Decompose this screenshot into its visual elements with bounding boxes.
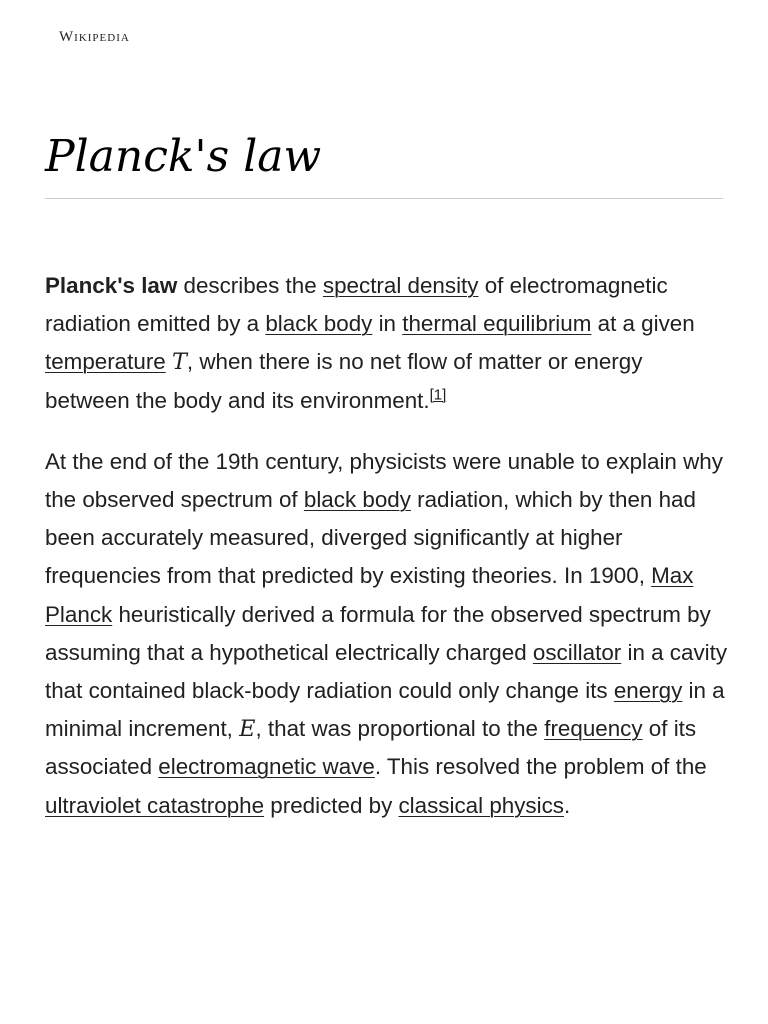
text: in a cavity that contained black-body radiation could only change its bbox=[45, 639, 728, 704]
link-black-body[interactable]: black body bbox=[265, 311, 373, 337]
text: predicted by bbox=[264, 792, 399, 818]
link-energy[interactable]: energy bbox=[613, 678, 683, 704]
link-temperature[interactable]: temperature bbox=[45, 349, 166, 375]
link-frequency[interactable]: frequency bbox=[544, 716, 643, 742]
text: , when there is no net flow of matter or energy between the body and its environment. bbox=[45, 349, 643, 413]
link-spectral-density[interactable]: spectral density bbox=[322, 273, 479, 298]
wikipedia-wordmark-link[interactable]: Wikipedia bbox=[59, 28, 130, 45]
reference-superscript bbox=[430, 386, 447, 403]
title-section bbox=[45, 128, 723, 199]
link-max-planck[interactable]: Max Planck bbox=[45, 563, 694, 627]
link-thermal-equilibrium[interactable]: thermal equilibrium bbox=[402, 311, 592, 337]
link-ultraviolet-catastrophe[interactable]: ultraviolet catastrophe bbox=[45, 792, 265, 818]
text: , that was proportional to the bbox=[255, 716, 545, 742]
page-title: Planck's law bbox=[45, 131, 322, 182]
text: in bbox=[372, 311, 403, 337]
text: At the end of the 19th century, physicists were unable to explain why the observed spectrum of bbox=[45, 448, 723, 513]
math-variable-t: T bbox=[171, 349, 187, 376]
text: . This resolved the problem of the bbox=[374, 754, 707, 780]
paragraph-history bbox=[45, 443, 728, 825]
text: of its associated bbox=[45, 716, 697, 780]
link-electromagnetic-wave[interactable]: electromagnetic wave bbox=[158, 754, 375, 780]
link-black-body[interactable]: black body bbox=[303, 487, 411, 513]
text: . bbox=[563, 792, 571, 818]
bold-term: Planck's law bbox=[45, 273, 178, 298]
paragraph-intro bbox=[45, 267, 728, 420]
link-oscillator[interactable]: oscillator bbox=[532, 639, 622, 665]
article-body bbox=[45, 267, 728, 848]
text: of electromagnetic radiation emitted by a bbox=[45, 273, 668, 337]
link-classical-physics[interactable]: classical physics bbox=[398, 792, 564, 818]
text: describes the bbox=[177, 273, 323, 298]
text: radiation, which by then had been accurately measured, diverged significantly at higher frequencies from that predicted by existing theories. In 1900, bbox=[45, 487, 696, 589]
math-variable-e: E bbox=[239, 716, 256, 743]
text: heuristically derived a formula for the observed spectrum by assuming that a hypothetical electrically charged bbox=[45, 601, 711, 665]
header bbox=[59, 26, 130, 48]
reference-link-1[interactable]: [1] bbox=[429, 386, 447, 404]
text: at a given bbox=[591, 311, 695, 337]
text: in a minimal increment, bbox=[45, 678, 725, 742]
